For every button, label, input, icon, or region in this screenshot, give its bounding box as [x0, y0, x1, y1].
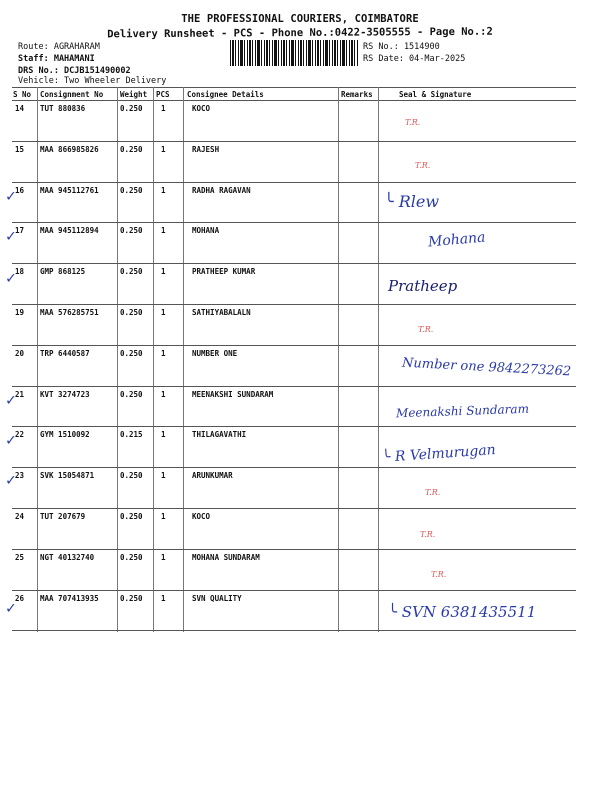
- col-remarks: Remarks: [341, 90, 373, 99]
- red-initial-mark: T.R.: [425, 488, 441, 497]
- row-pcs: 1: [161, 471, 166, 481]
- row-sno: 25: [15, 552, 25, 562]
- staff-label: Staff: MAHAMANI: [18, 54, 95, 64]
- row-sno: 18: [15, 267, 25, 277]
- row-sno: 21: [15, 389, 25, 399]
- row-pcs: 1: [161, 226, 166, 236]
- signature-22: ╰ R Velmurugan: [381, 442, 497, 466]
- row-pcs: 1: [161, 308, 166, 317]
- row-pcs: 1: [161, 144, 166, 154]
- row-sno: 14: [15, 104, 25, 113]
- red-initial-mark: T.R.: [431, 570, 447, 579]
- col-divider: [378, 87, 379, 632]
- row-consignee: SVN QUALITY: [192, 593, 242, 603]
- row-consignment-no: MAA 576285751: [40, 308, 99, 317]
- row-consignment-no: GMP 868125: [40, 267, 86, 277]
- col-divider: [117, 87, 118, 632]
- row-consignment-no: NGT 40132740: [40, 552, 95, 562]
- row-consignment-no: TRP 6440587: [40, 348, 90, 358]
- row-weight: 0.250: [120, 144, 143, 154]
- row-consignee: MOHANA SUNDARAM: [192, 552, 260, 562]
- col-divider: [153, 87, 154, 632]
- check-mark-icon: ✓: [6, 598, 16, 617]
- row-pcs: 1: [161, 104, 166, 113]
- row-rule: [12, 467, 576, 468]
- row-weight: 0.250: [120, 593, 143, 603]
- row-rule: [12, 426, 576, 427]
- row-sno: 23: [15, 471, 25, 481]
- row-sno: 19: [15, 308, 25, 317]
- col-consignee: Consignee Details: [187, 90, 264, 99]
- row-consignment-no: GYM 1510092: [40, 430, 90, 440]
- row-consignee: SATHIYABALALN: [192, 308, 251, 317]
- row-consignee: KOCO: [192, 512, 211, 521]
- row-pcs: 1: [161, 267, 166, 277]
- rs-number: RS No.: 1514900: [363, 42, 440, 52]
- col-weight: Weight: [120, 90, 148, 99]
- row-consignment-no: MAA 707413935: [40, 593, 99, 603]
- col-divider: [338, 87, 339, 632]
- red-initial-mark: T.R.: [418, 325, 434, 334]
- row-consignment-no: MAA 945112761: [40, 185, 99, 195]
- barcode: [230, 40, 358, 66]
- row-weight: 0.250: [120, 104, 143, 113]
- row-consignee: KOCO: [192, 104, 211, 113]
- row-sno: 20: [15, 348, 25, 358]
- row-weight: 0.250: [120, 512, 143, 521]
- row-sno: 26: [15, 593, 25, 603]
- row-consignee: MEENAKSHI SUNDARAM: [192, 389, 274, 399]
- red-initial-mark: T.R.: [415, 161, 431, 170]
- row-sno: 17: [15, 226, 25, 236]
- check-mark-icon: ✓: [6, 390, 16, 409]
- row-rule: [12, 549, 576, 550]
- row-sno: 24: [15, 512, 25, 521]
- red-initial-mark: T.R.: [420, 530, 436, 539]
- row-rule: [12, 263, 576, 264]
- row-consignee: RAJESH: [192, 144, 220, 154]
- row-weight: 0.250: [120, 389, 143, 399]
- signature-17: Mohana: [427, 229, 487, 251]
- row-consignee: ARUNKUMAR: [192, 471, 233, 481]
- row-consignee: MOHANA: [192, 226, 220, 236]
- row-pcs: 1: [161, 552, 166, 562]
- row-sno: 22: [15, 430, 25, 440]
- row-pcs: 1: [161, 348, 166, 358]
- row-rule: [12, 386, 576, 387]
- row-sno: 15: [15, 144, 25, 154]
- signature-20: Number one 9842273262: [401, 355, 572, 380]
- signature-16: ╰ Rlew: [384, 192, 440, 211]
- runsheet-subtitle: Delivery Runsheet - PCS - Phone No.:0422-3505555 - Page No.:2: [107, 25, 493, 41]
- row-rule: [12, 182, 576, 183]
- col-pcs: PCS: [156, 90, 170, 99]
- row-consignee: PRATHEEP KUMAR: [192, 267, 256, 277]
- row-weight: 0.250: [120, 185, 143, 195]
- row-pcs: 1: [161, 593, 166, 603]
- check-mark-icon: ✓: [6, 430, 16, 449]
- check-mark-icon: ✓: [6, 268, 16, 287]
- company-title: THE PROFESSIONAL COURIERS, COIMBATORE: [181, 13, 419, 25]
- col-consignment: Consignment No: [40, 90, 104, 99]
- row-rule: [12, 508, 576, 509]
- row-consignment-no: SVK 15054871: [40, 471, 95, 481]
- row-consignment-no: TUT 207679: [40, 512, 86, 521]
- drs-number: DRS No.: DCJB151490002: [18, 66, 131, 76]
- row-rule: [12, 304, 576, 305]
- row-weight: 0.215: [120, 430, 143, 440]
- row-weight: 0.250: [120, 471, 143, 481]
- red-initial-mark: T.R.: [405, 118, 421, 127]
- signature-21: Meenakshi Sundaram: [395, 401, 530, 421]
- row-rule: [12, 345, 576, 346]
- row-pcs: 1: [161, 512, 166, 521]
- row-consignment-no: KVT 3274723: [40, 389, 90, 399]
- row-pcs: 1: [161, 430, 166, 440]
- row-consignee: NUMBER ONE: [192, 348, 238, 358]
- check-mark-icon: ✓: [6, 226, 16, 245]
- row-consignment-no: MAA 866985826: [40, 144, 99, 154]
- row-pcs: 1: [161, 389, 166, 399]
- signature-26: ╰ SVN 6381435511: [388, 603, 537, 621]
- row-weight: 0.250: [120, 552, 143, 562]
- route-label: Route: AGRAHARAM: [18, 42, 100, 52]
- row-rule: [12, 141, 576, 142]
- check-mark-icon: ✓: [6, 470, 16, 489]
- vehicle-label: Vehicle: Two Wheeler Delivery: [18, 76, 167, 86]
- check-mark-icon: ✓: [6, 186, 16, 205]
- col-divider: [183, 87, 184, 632]
- row-weight: 0.250: [120, 226, 143, 236]
- row-weight: 0.250: [120, 348, 143, 358]
- row-consignee: THILAGAVATHI: [192, 430, 247, 440]
- row-weight: 0.250: [120, 267, 143, 277]
- table-header-rule: [12, 100, 576, 101]
- row-rule: [12, 630, 576, 631]
- row-weight: 0.250: [120, 308, 143, 317]
- signature-18: Pratheep: [388, 277, 458, 295]
- row-pcs: 1: [161, 185, 166, 195]
- row-consignee: RADHA RAGAVAN: [192, 185, 251, 195]
- rs-date: RS Date: 04-Mar-2025: [363, 54, 466, 64]
- table-top-rule: [12, 87, 576, 88]
- row-sno: 16: [15, 185, 25, 195]
- col-divider: [37, 87, 38, 632]
- col-seal: Seal & Signature: [399, 90, 472, 99]
- row-rule: [12, 222, 576, 223]
- row-rule: [12, 590, 576, 591]
- row-consignment-no: TUT 880836: [40, 104, 86, 113]
- row-consignment-no: MAA 945112894: [40, 226, 99, 236]
- col-sno: S No: [13, 90, 32, 99]
